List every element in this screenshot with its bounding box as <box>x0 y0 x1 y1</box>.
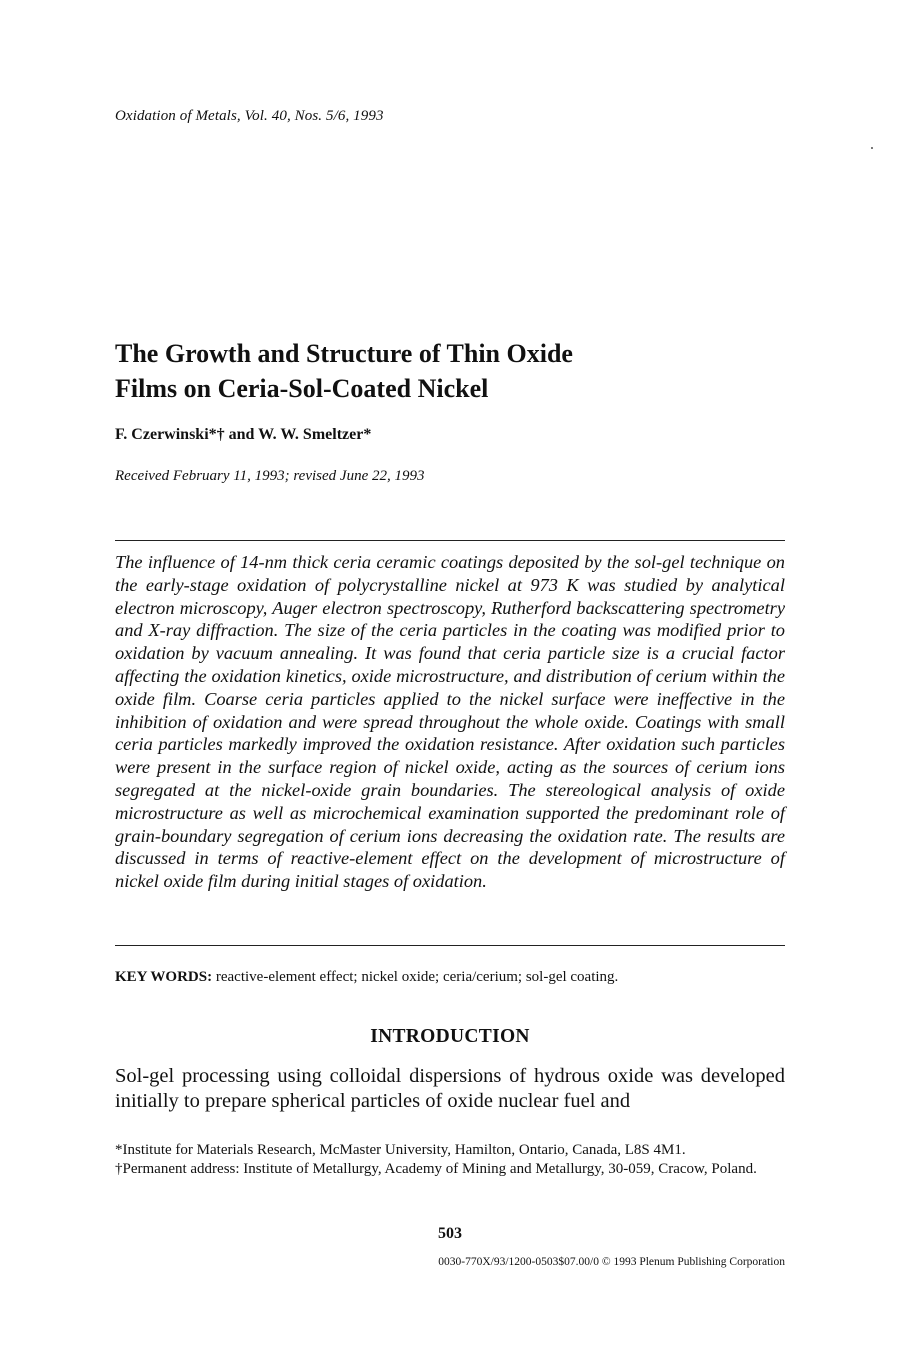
footnote-affiliation: *Institute for Materials Research, McMaster University, Hamilton, Ontario, Canada, L8S 4M1. <box>115 1142 686 1158</box>
footnotes <box>115 1141 785 1179</box>
section-heading-introduction: INTRODUCTION <box>370 1026 530 1047</box>
authors: F. Czerwinski*† and W. W. Smeltzer* <box>115 426 372 443</box>
keywords <box>115 969 618 986</box>
keywords-label: KEY WORDS: <box>115 969 213 985</box>
abstract-bottom-rule <box>115 945 785 946</box>
scan-speck <box>871 147 874 150</box>
journal-citation: Oxidation of Metals, Vol. 40, Nos. 5/6, 1993 <box>115 108 384 124</box>
footnote-permanent-address: †Permanent address: Institute of Metallurgy, Academy of Mining and Metallurgy, 30-059, Cracow, Poland. <box>115 1161 757 1177</box>
abstract-top-rule <box>115 540 785 541</box>
received-dates: Received February 11, 1993; revised June 22, 1993 <box>115 468 425 484</box>
copyright-line: 0030-770X/93/1200-0503$07.00/0 © 1993 Plenum Publishing Corporation <box>438 1256 785 1268</box>
title-line-2: Films on Ceria-Sol-Coated Nickel <box>115 374 489 403</box>
paper-title <box>115 336 755 406</box>
introduction-paragraph: Sol-gel processing using colloidal dispersions of hydrous oxide was developed initially to prepare spherical particles of oxide nuclear fuel and <box>115 1065 785 1112</box>
abstract: The influence of 14-nm thick ceria ceramic coatings deposited by the sol-gel technique on the early-stage oxidation of polycrystalline nickel at 973 K was studied by analytical electron microscopy, Auger electron spectroscopy, Rutherford backscattering spectrometry and X-ray diffraction. The size of the ceria particles in the coating was modified prior to oxidation by vacuum annealing. It was found that ceria particle size is a crucial factor affecting the oxidation kinetics, oxide microstructure, and distribution of cerium within the oxide film. Coarse ceria particles applied to the nickel surface were ineffective in the inhibition of oxidation and were spread throughout the whole oxide. Coatings with small ceria particles markedly improved the oxidation resistance. After oxidation such particles were present in the surface region of nickel oxide, acting as the sources of cerium ions segregated at the nickel-oxide grain boundaries. The stereological analysis of oxide microstructure as well as microchemical examination supported the predominant role of grain-boundary segregation of cerium ions decreasing the oxidation rate. The results are discussed in terms of reactive-element effect on the development of microstructure of nickel oxide film during initial stages of oxidation. <box>115 552 785 892</box>
title-line-1: The Growth and Structure of Thin Oxide <box>115 339 573 368</box>
page-number: 503 <box>438 1225 462 1242</box>
keywords-text: reactive-element effect; nickel oxide; ceria/cerium; sol-gel coating. <box>215 969 619 985</box>
